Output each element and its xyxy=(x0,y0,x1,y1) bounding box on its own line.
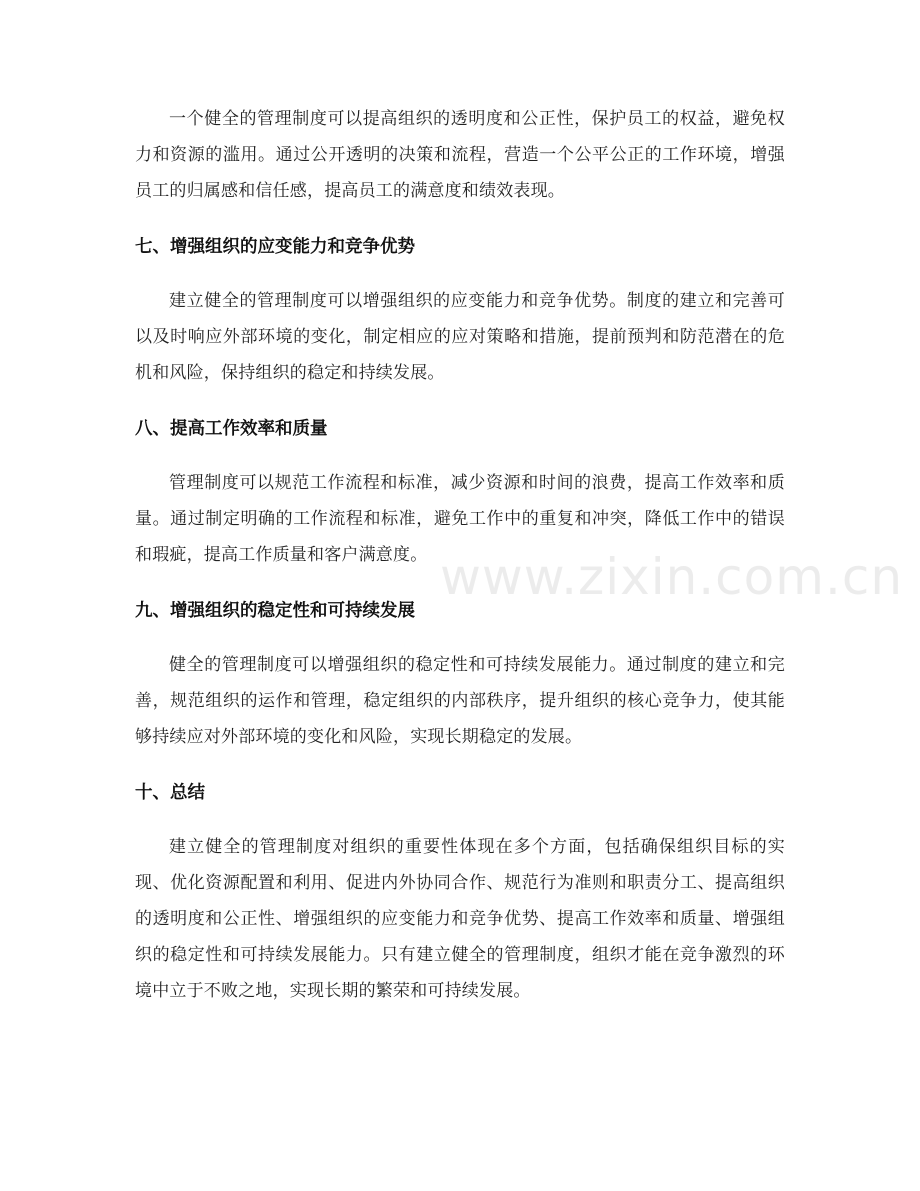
spacer xyxy=(135,209,785,229)
section-heading-10: 十、总结 xyxy=(135,783,205,803)
spacer xyxy=(135,811,785,829)
spacer xyxy=(135,447,785,465)
spacer xyxy=(135,629,785,647)
section-paragraph-7: 建立健全的管理制度可以增强组织的应变能力和竞争优势。制度的建立和完善可以及时响应外部环境的变化，制定相应的应对策略和措施，提前预判和防范潜在的危机和风险，保持组织的稳定和持续发展。 xyxy=(135,291,785,383)
document-body xyxy=(135,101,785,1009)
section-heading-7: 七、增强组织的应变能力和竞争优势 xyxy=(135,237,415,257)
spacer xyxy=(135,573,785,593)
spacer xyxy=(135,391,785,411)
watermark: www.zixin.com.cn xyxy=(440,548,904,606)
section-heading-9: 九、增强组织的稳定性和可持续发展 xyxy=(135,601,415,621)
spacer xyxy=(135,265,785,283)
spacer xyxy=(135,755,785,775)
section-paragraph-10: 建立健全的管理制度对组织的重要性体现在多个方面，包括确保组织目标的实现、优化资源配置和利用、促进内外协同合作、规范行为准则和职责分工、提高组织的透明度和公正性、增强组织的应变能力和竞争优势、提高工作效率和质量、增强组织的稳定性和可持续发展能力。只有建立健全的管理制度，组织才能在竞争激烈的环境中立于不败之地，实现长期的繁荣和可持续发展。 xyxy=(135,837,785,1001)
paragraph-intro: 一个健全的管理制度可以提高组织的透明度和公正性，保护员工的权益，避免权力和资源的滥用。通过公开透明的决策和流程，营造一个公平公正的工作环境，增强员工的归属感和信任感，提高员工的满意度和绩效表现。 xyxy=(135,109,785,201)
section-paragraph-9: 健全的管理制度可以增强组织的稳定性和可持续发展能力。通过制度的建立和完善，规范组织的运作和管理，稳定组织的内部秩序，提升组织的核心竞争力，使其能够持续应对外部环境的变化和风险，实现长期稳定的发展。 xyxy=(135,655,785,747)
section-paragraph-8: 管理制度可以规范工作流程和标准，减少资源和时间的浪费，提高工作效率和质量。通过制定明确的工作流程和标准，避免工作中的重复和冲突，降低工作中的错误和瑕疵，提高工作质量和客户满意度。 xyxy=(135,473,785,565)
section-heading-8: 八、提高工作效率和质量 xyxy=(135,419,328,439)
